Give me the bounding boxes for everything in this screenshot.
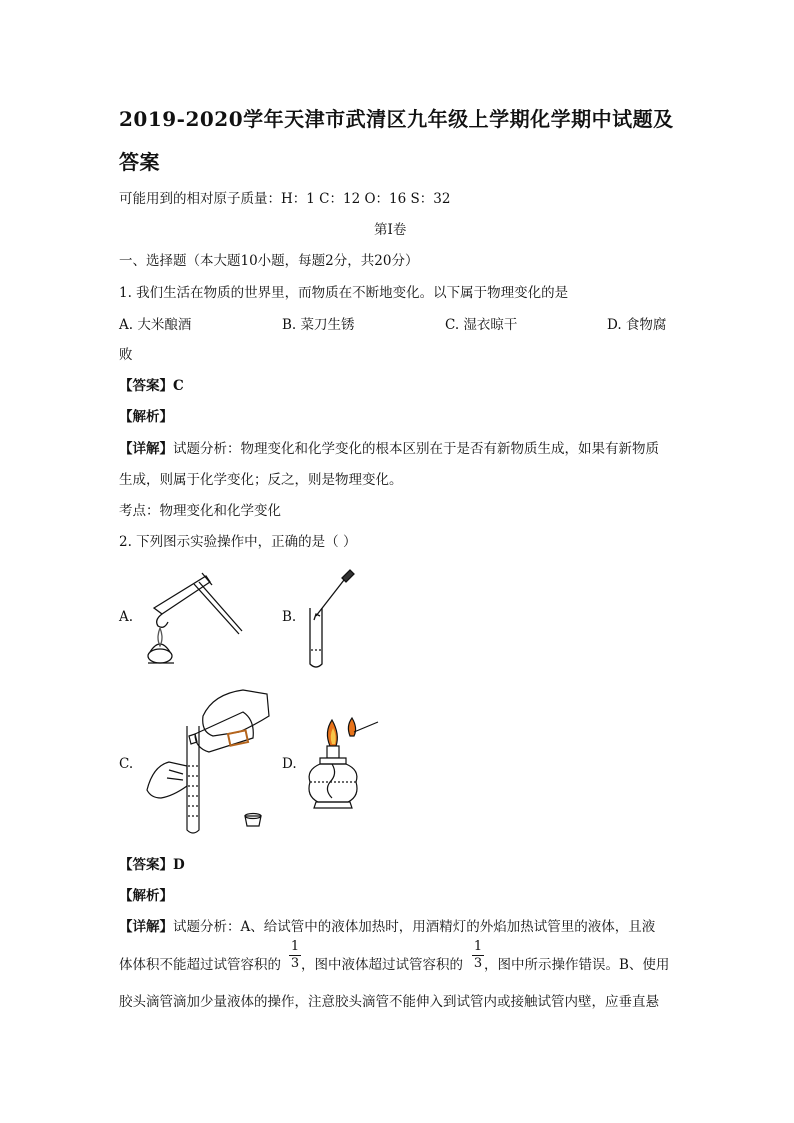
q2-detail-line2-part-c: ，图中所示操作错误。B、使用 bbox=[484, 957, 670, 973]
q1-detail-text1: 试题分析：物理变化和化学变化的根本区别在于是否有新物质生成，如果有新物质 bbox=[173, 441, 659, 457]
q2-label-d: D. bbox=[282, 756, 297, 772]
q1-answer: 【答案】C bbox=[119, 378, 184, 394]
fraction-one-third-1 bbox=[289, 940, 301, 971]
q1-option-d: D. 食物腐 bbox=[607, 317, 667, 333]
q2-detail-text1: 试题分析：A、给试管中的液体加热时，用酒精灯的外焰加热试管里的液体，且液 bbox=[173, 919, 656, 935]
page-title-line1: 2019-2020学年天津市武清区九年级上学期化学期中试题及 bbox=[119, 107, 674, 131]
dropper-figure bbox=[306, 568, 366, 672]
q2-detail-line1 bbox=[119, 915, 655, 935]
q1-detail-line2: 生成，则属于化学变化；反之，则是物理变化。 bbox=[119, 472, 403, 488]
q2-label-b: B. bbox=[282, 609, 297, 625]
q2-label-c: C. bbox=[119, 756, 134, 772]
lighting-alcohol-lamp-figure bbox=[302, 718, 382, 810]
q2-detail-label: 【详解】 bbox=[119, 919, 173, 935]
atomic-mass-note: 可能用到的相对原子质量：H：1 C：12 O：16 S：32 bbox=[119, 191, 451, 207]
fraction-numerator: 1 bbox=[290, 939, 300, 954]
q2-detail-line2-part-b: ，图中液体超过试管容积的 bbox=[301, 957, 463, 973]
test-tube-heating-figure bbox=[144, 568, 244, 668]
q2-detail-line3: 胶头滴管滴加少量液体的操作，注意胶头滴管不能伸入到试管内或接触试管内壁，应垂直悬 bbox=[119, 994, 659, 1010]
q2-label-a: A. bbox=[119, 609, 134, 625]
fraction-denominator: 3 bbox=[290, 956, 300, 971]
q1-detail-line1 bbox=[119, 437, 659, 457]
pouring-liquid-figure bbox=[143, 686, 273, 836]
q1-option-wrap: 败 bbox=[119, 347, 133, 363]
volume-heading: 第I卷 bbox=[374, 222, 407, 238]
q2-stem: 2. 下列图示实验操作中，正确的是（ ） bbox=[119, 534, 357, 550]
fraction-denominator: 3 bbox=[473, 956, 483, 971]
q2-detail-line2-part-a: 体体积不能超过试管容积的 bbox=[119, 957, 281, 973]
q1-option-c: C. 湿衣晾干 bbox=[445, 317, 518, 333]
q1-key-point: 考点：物理变化和化学变化 bbox=[119, 503, 281, 519]
q1-detail-label: 【详解】 bbox=[119, 441, 173, 457]
fraction-one-third-2 bbox=[472, 940, 484, 971]
q1-option-a: A. 大米酿酒 bbox=[119, 317, 192, 333]
q2-answer: 【答案】D bbox=[119, 857, 185, 873]
page-title-line2: 答案 bbox=[119, 150, 160, 174]
q1-stem: 1. 我们生活在物质的世界里，而物质在不断地变化。以下属于物理变化的是 bbox=[119, 285, 569, 301]
q1-option-b: B. 菜刀生锈 bbox=[282, 317, 355, 333]
q2-analysis-label: 【解析】 bbox=[119, 888, 173, 904]
section-heading: 一、选择题（本大题10小题，每题2分，共20分） bbox=[119, 253, 419, 269]
q1-analysis-label: 【解析】 bbox=[119, 409, 173, 425]
fraction-numerator: 1 bbox=[473, 939, 483, 954]
